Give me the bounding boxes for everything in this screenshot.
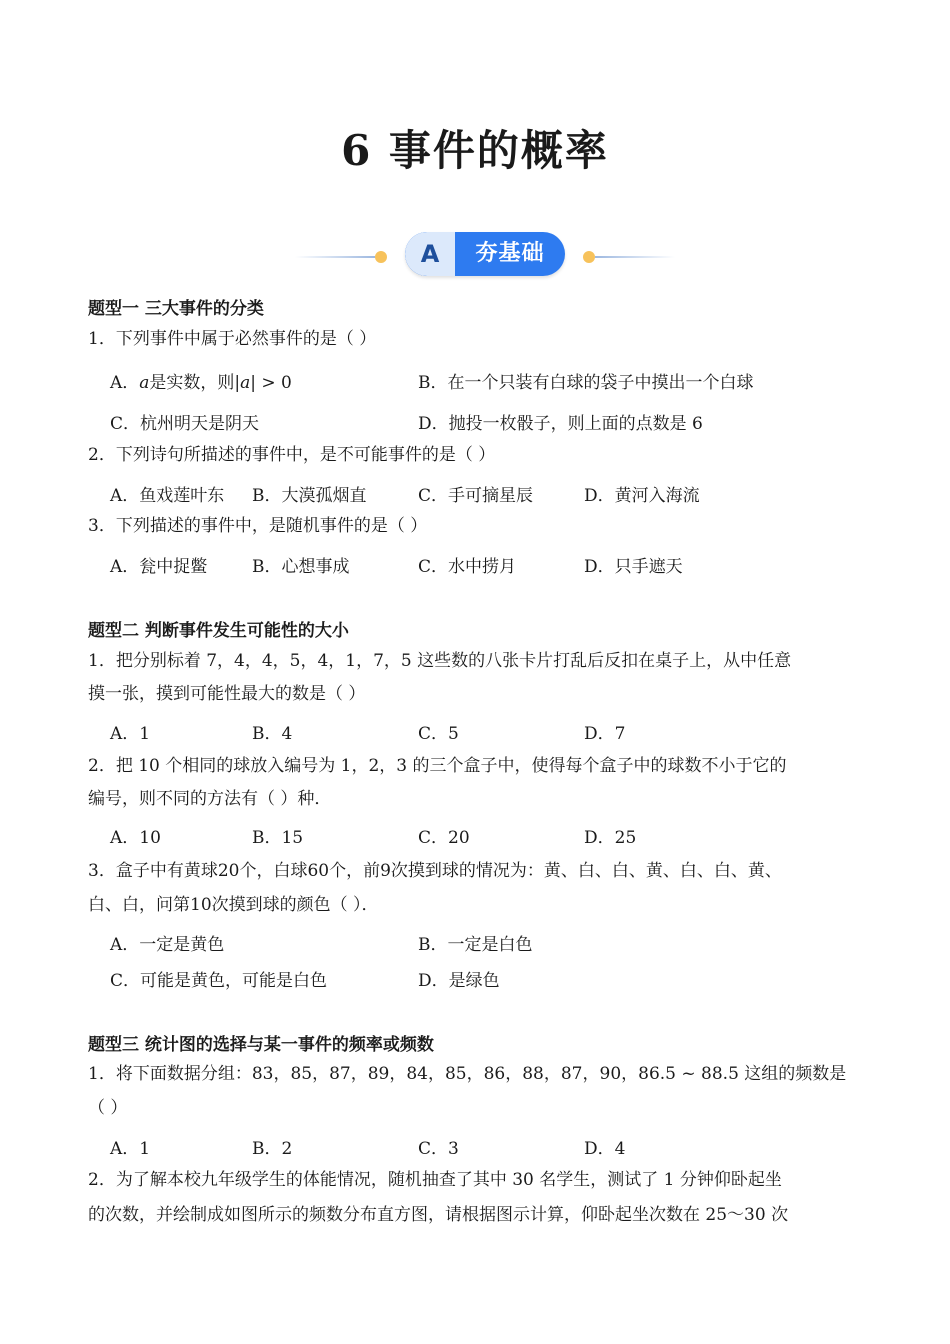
option-a: A．1 [110,724,151,744]
banner-right-dot [583,251,595,263]
option-b: B．15 [252,828,304,848]
question-stem-line: 的次数，并绘制成如图所示的频数分布直方图，请根据图示计算，仰卧起坐次数在 25～30 次 [88,1205,789,1225]
option-c: C．5 [418,724,459,744]
banner-right-line [595,256,675,258]
section-heading: 题型三 统计图的选择与某一事件的频率或频数 [88,1035,434,1055]
question-stem: 1．下列事件中属于必然事件的是（ ） [88,329,377,349]
banner-pill [405,232,565,276]
page-title: 6 事件的概率 [341,126,609,175]
question-stem: 2．下列诗句所描述的事件中，是不可能事件的是（ ） [88,445,496,465]
option-a: A．10 [110,828,161,848]
option-c: C．可能是黄色，可能是白色 [110,971,328,991]
option-c: C．杭州明天是阴天 [110,414,260,434]
option-d: D．黄河入海流 [584,486,700,506]
option-c: C．20 [418,828,470,848]
question-stem-line: 2．把 10 个相同的球放入编号为 1，2，3 的三个盒子中，使得每个盒子中的球数不小于它的 [88,756,787,776]
question-stem-line: 摸一张，摸到可能性最大的数是（ ） [88,684,366,704]
option-d: D．抛投一枚骰子，则上面的点数是 6 [418,414,703,434]
option-c: C．3 [418,1139,459,1159]
option-c: C．手可摘星辰 [418,486,534,506]
question-stem-line: （ ） [88,1098,128,1118]
option-a: A．1 [110,1139,151,1159]
section-banner [295,232,675,280]
question-stem-line: 2．为了解本校九年级学生的体能情况，随机抽查了其中 30 名学生，测试了 1 分钟仰卧起坐 [88,1170,782,1190]
option-d: D．7 [584,724,626,744]
question-stem-line: 白、白，问第10次摸到球的颜色（ ）． [88,895,379,915]
banner-left-line [295,256,375,258]
option-b: B．大漠孤烟直 [252,486,367,506]
option-d: D．只手遮天 [584,557,683,577]
option-d: D．25 [584,828,637,848]
banner-label: 夯基础 [475,241,545,266]
section-heading: 题型二 判断事件发生可能性的大小 [88,621,349,641]
option-d: D．4 [584,1139,626,1159]
option-d: D．是绿色 [418,971,500,991]
question-stem-line: 1．将下面数据分组：83，85，87，89，84，85，86，88，87，90，86.5 ~ 88.5 这组的频数是 [88,1064,847,1084]
banner-left-dot [375,251,387,263]
option-a: A．瓮中捉鳖 [110,557,208,577]
section-heading: 题型一 三大事件的分类 [88,299,264,319]
banner-letter: A [405,232,455,276]
question-stem-line: 编号，则不同的方法有（ ）种． [88,789,332,809]
option-b: B．4 [252,724,293,744]
option-a: A．𝑎是实数，则|𝑎| > 0 [110,373,292,393]
question-stem: 3．下列描述的事件中，是随机事件的是（ ） [88,516,428,536]
option-b: B．2 [252,1139,293,1159]
option-a: A．鱼戏莲叶东 [110,486,225,506]
option-c: C．水中捞月 [418,557,517,577]
option-a: A．一定是黄色 [110,935,225,955]
option-b: B．一定是白色 [418,935,533,955]
question-stem-line: 3．盒子中有黄球20个，白球60个，前9次摸到球的情况为：黄、白、白、黄、白、白、黄、 [88,861,782,881]
question-stem-line: 1．把分别标着 7，4，4，5，4，1，7，5 这些数的八张卡片打乱后反扣在桌子上，从中任意 [88,651,792,671]
option-b: B．心想事成 [252,557,350,577]
option-b: B．在一个只装有白球的袋子中摸出一个白球 [418,373,754,393]
